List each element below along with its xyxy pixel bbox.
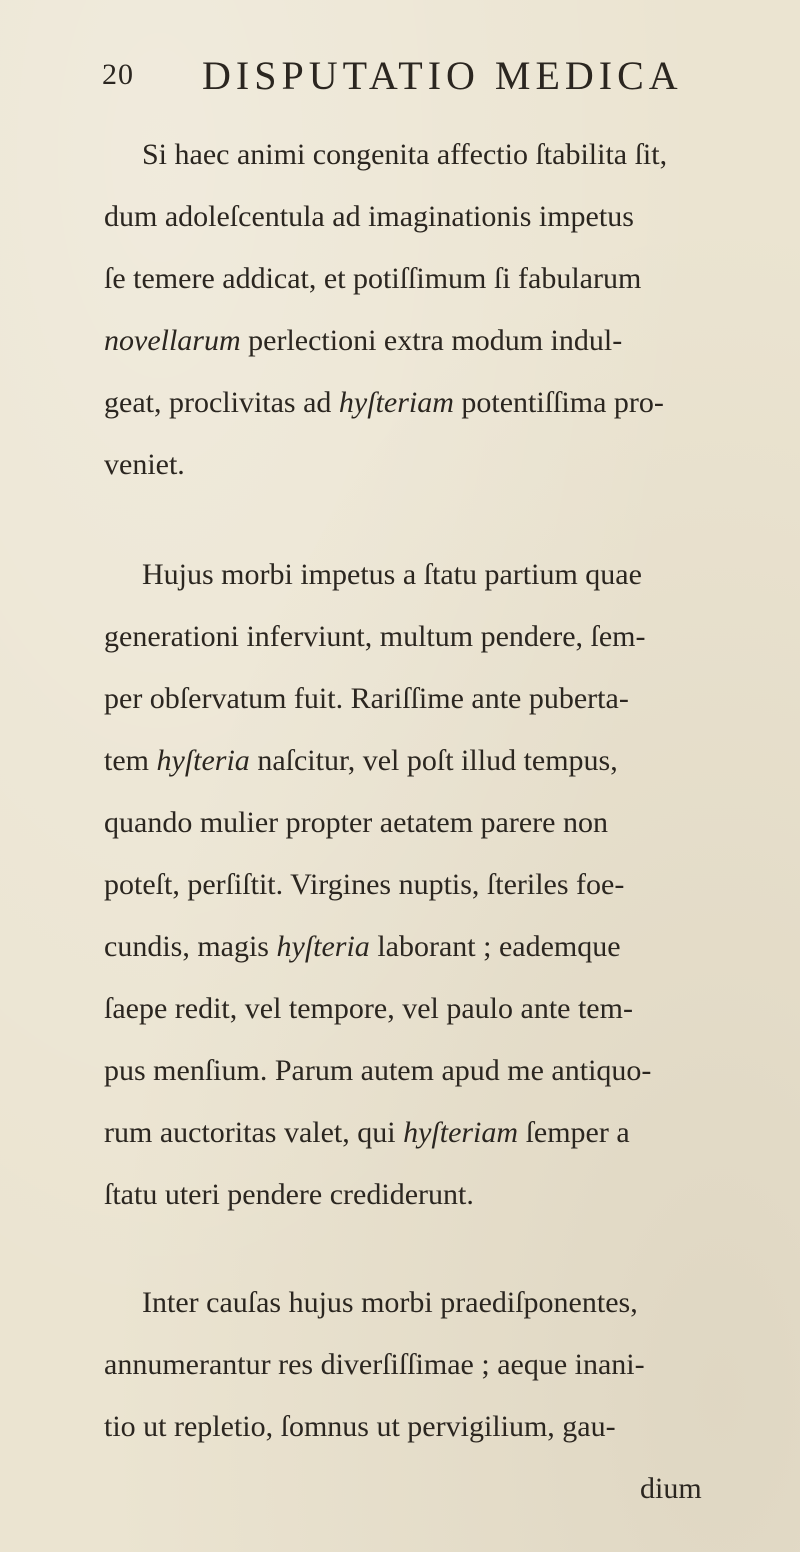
italic-term: hyſteriam — [403, 1116, 519, 1149]
running-head: DISPUTATIO MEDICA — [202, 53, 683, 98]
italic-term: novellarum — [104, 324, 241, 357]
text-line-mixed: geat, proclivitas ad hyſteriam potentiſſima pro- — [104, 386, 664, 419]
page-number: 20 — [102, 58, 134, 91]
text-line: ſe temere addicat, et potiſſimum ſi fabularum — [104, 262, 642, 295]
text-line: Hujus morbi impetus a ſtatu partium quae — [142, 558, 642, 591]
text-line: poteſt, perſiſtit. Virgines nuptis, ſteriles foe- — [104, 868, 625, 901]
text-line: ſaepe redit, vel tempore, vel paulo ante tem- — [104, 992, 633, 1025]
text-line: Si haec animi congenita affectio ſtabilita ſit, — [142, 138, 668, 171]
catchword: dium — [640, 1472, 702, 1505]
italic-term: hyſteriam — [338, 386, 454, 419]
text-line: tio ut repletio, ſomnus ut pervigilium, gau- — [104, 1410, 616, 1443]
text-line-mixed: novellarum perlectioni extra modum indul- — [104, 324, 623, 357]
italic-term: hyſteria — [276, 930, 370, 963]
text-line-mixed: rum auctoritas valet, qui hyſteriam ſemper a — [104, 1116, 630, 1149]
text-line-mixed: cundis, magis hyſteria laborant ; eademque — [104, 930, 621, 963]
text-line: Inter cauſas hujus morbi praediſponentes, — [142, 1286, 638, 1319]
text-line: dum adoleſcentula ad imaginationis impetus — [104, 200, 634, 233]
text-line: veniet. — [104, 448, 185, 481]
page-header — [102, 52, 702, 102]
text-line: pus menſium. Parum autem apud me antiquo- — [104, 1054, 652, 1087]
text-line-mixed: tem hyſteria naſcitur, vel poſt illud tempus, — [104, 744, 618, 777]
italic-term: hyſteria — [156, 744, 250, 777]
text-line: ſtatu uteri pendere crediderunt. — [104, 1178, 474, 1211]
text-line: generationi inferviunt, multum pendere, ſem- — [104, 620, 646, 653]
text-line: annumerantur res diverſiſſimae ; aeque inani- — [104, 1348, 645, 1381]
text-line: per obſervatum fuit. Rariſſime ante puberta- — [104, 682, 629, 715]
text-line: quando mulier propter aetatem parere non — [104, 806, 608, 839]
